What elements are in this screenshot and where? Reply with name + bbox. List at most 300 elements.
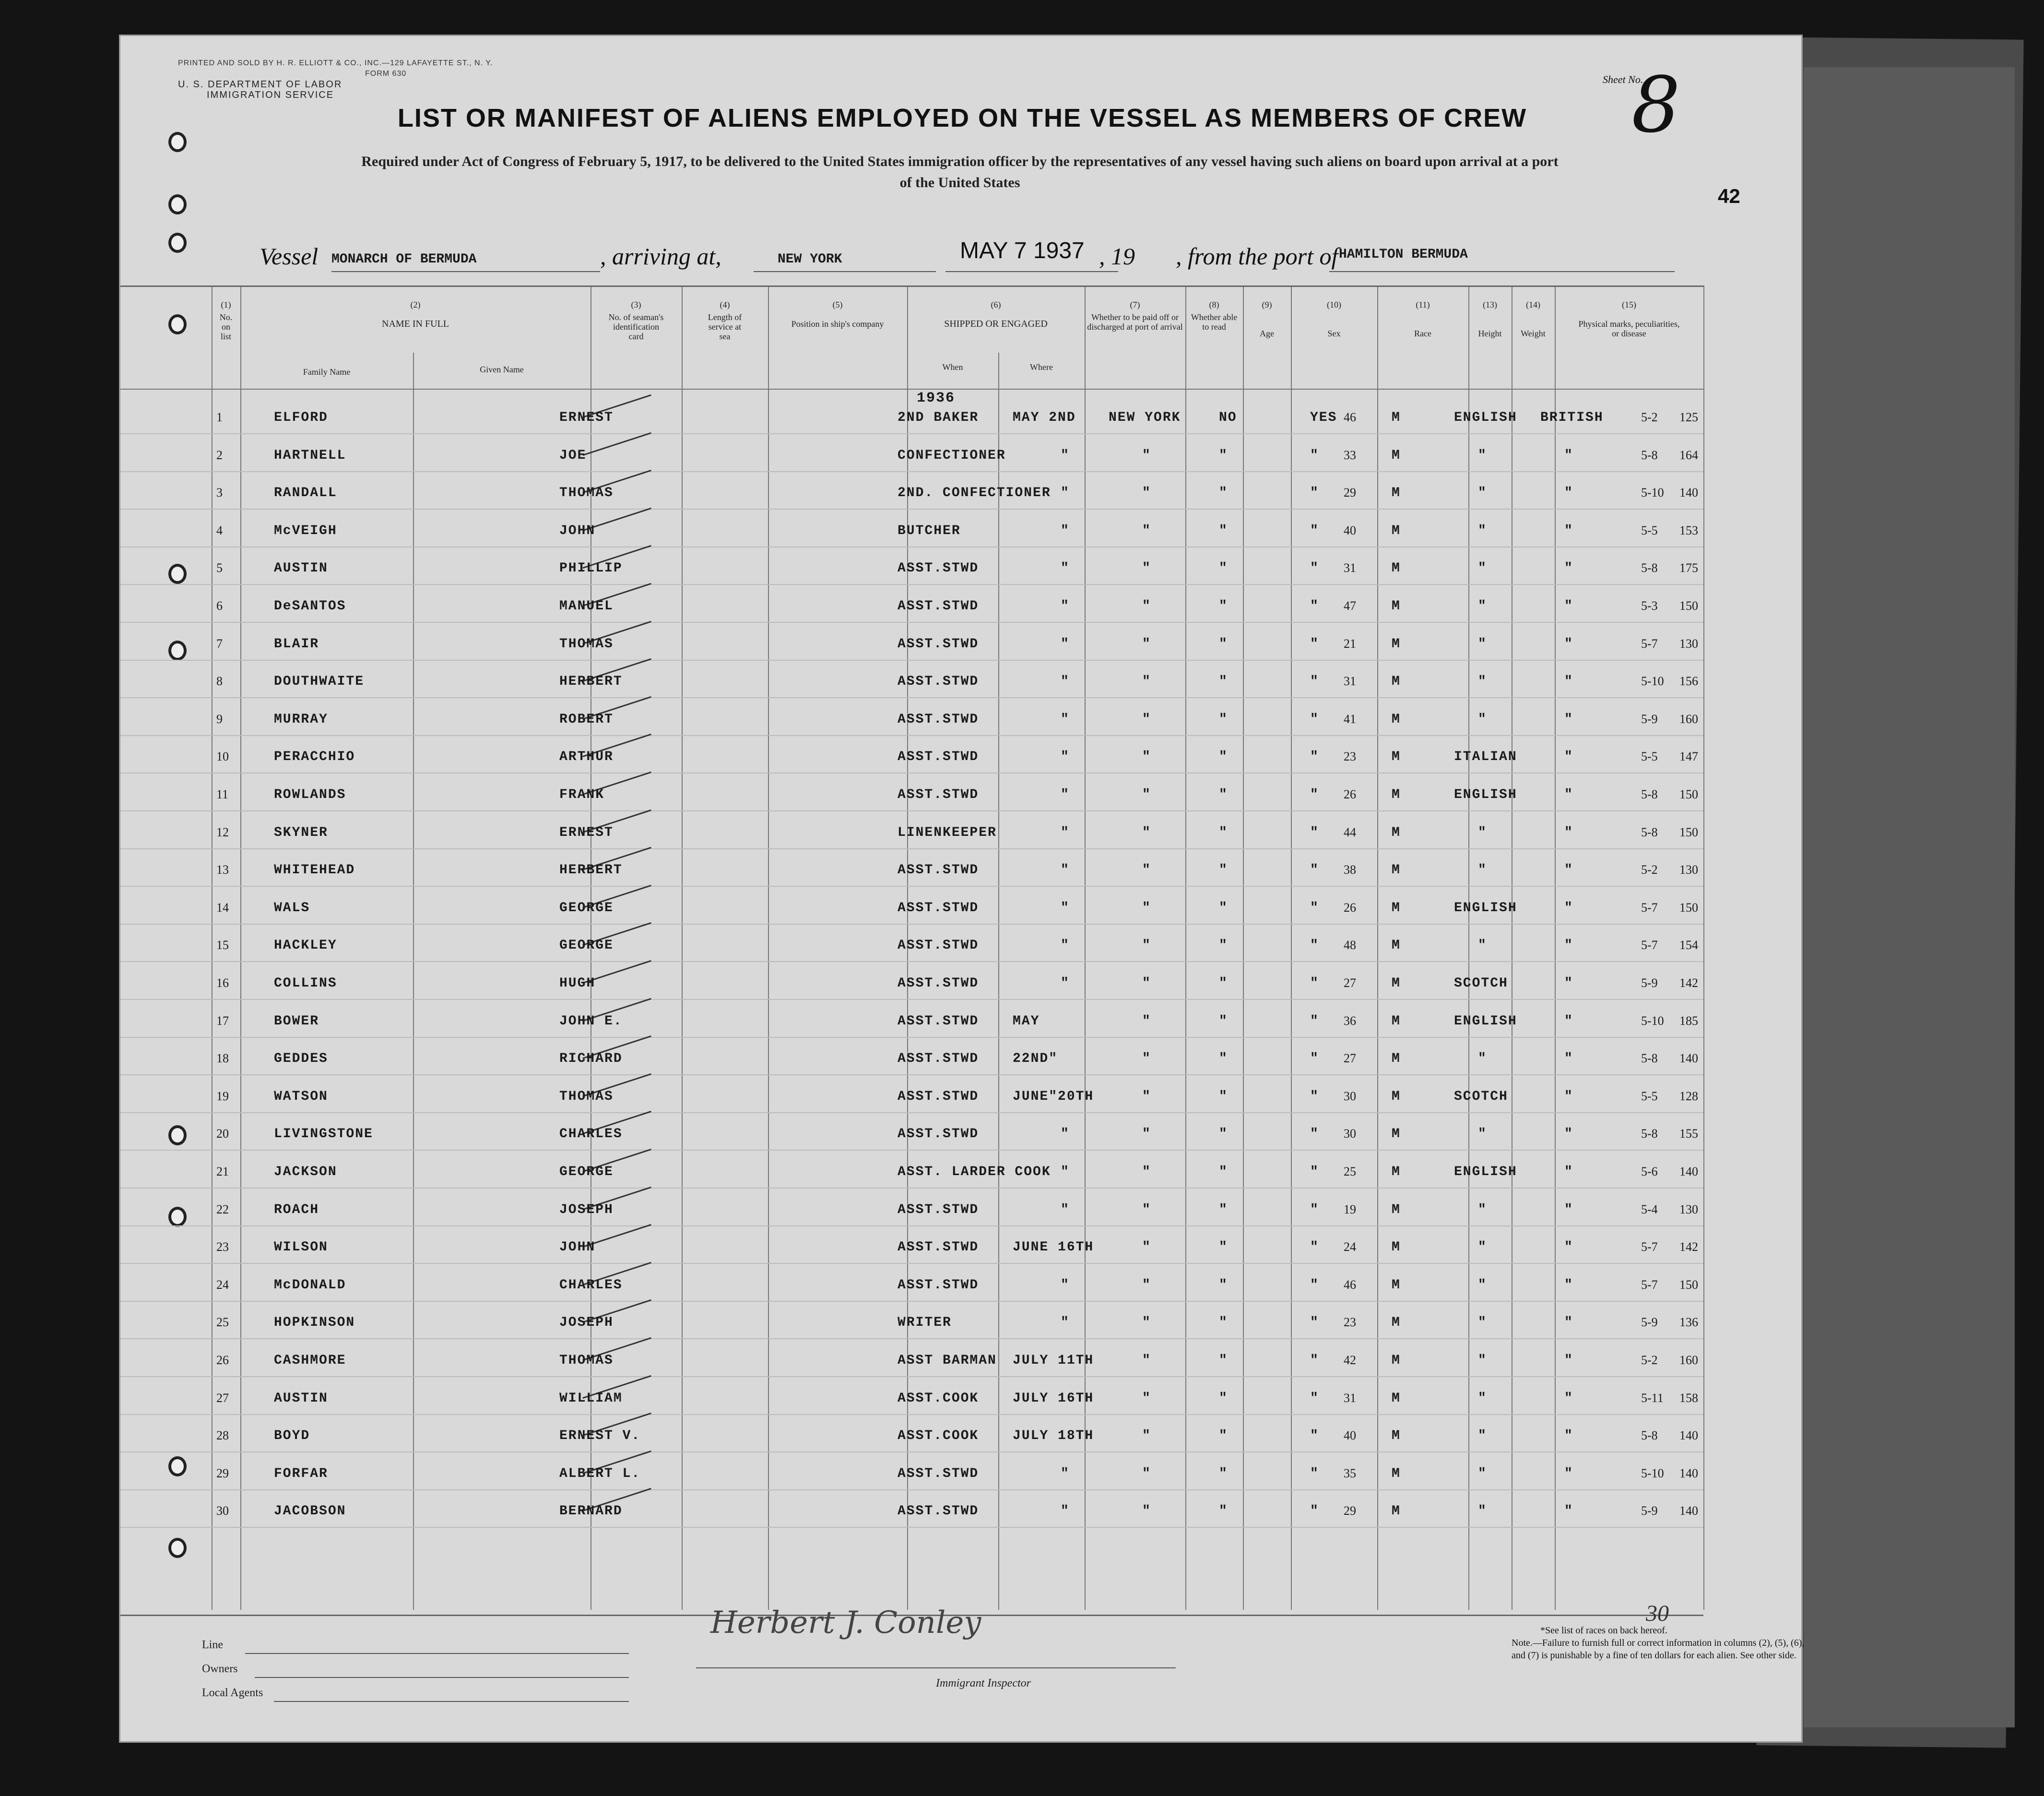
shipped-when: " (1061, 863, 1070, 878)
weight: 140 (1679, 1428, 1698, 1443)
nationality: " (1564, 863, 1573, 878)
row-number: 15 (216, 938, 229, 952)
age: 26 (1344, 900, 1356, 915)
weight: 160 (1679, 712, 1698, 726)
weight: 140 (1679, 486, 1698, 500)
paid-off: " (1219, 1051, 1228, 1067)
row-number: 17 (216, 1013, 229, 1028)
height: 5-3 (1641, 599, 1658, 613)
given-name: RICHARD (559, 1051, 623, 1067)
row-rule (120, 1225, 1703, 1226)
position: ASST.STWD (898, 749, 979, 765)
weight: 128 (1679, 1089, 1698, 1103)
row-number: 9 (216, 712, 223, 726)
weight: 140 (1679, 1504, 1698, 1518)
shipped-when: " (1061, 523, 1070, 538)
shipped-when: MAY 2ND (1013, 410, 1076, 425)
row-number: 11 (216, 787, 229, 801)
hdr-card: (3) No. of seaman's identification card (608, 300, 664, 341)
nationality: " (1564, 1428, 1573, 1444)
paid-off: " (1219, 486, 1228, 501)
weight: 160 (1679, 1353, 1698, 1367)
age: 19 (1344, 1202, 1356, 1216)
col-divider (1085, 285, 1086, 1610)
race: " (1478, 1277, 1487, 1293)
age: 29 (1344, 486, 1356, 500)
shipped-when: " (1061, 1466, 1070, 1481)
family-name: WHITEHEAD (274, 863, 355, 878)
col-divider (212, 285, 213, 1610)
rule (945, 271, 1118, 272)
paid-off: " (1219, 1013, 1228, 1029)
shipped-where: " (1142, 863, 1151, 878)
shipped-when: " (1061, 1504, 1070, 1519)
position: ASST.STWD (898, 900, 979, 916)
position: ASST.STWD (898, 1466, 979, 1481)
race: ENGLISH (1454, 1013, 1517, 1029)
row-number: 12 (216, 825, 229, 839)
race: " (1478, 1504, 1487, 1519)
age: 41 (1344, 712, 1356, 726)
able-to-read: " (1310, 1466, 1319, 1481)
able-to-read: YES (1310, 410, 1337, 425)
nationality: " (1564, 900, 1573, 916)
family-name: McDONALD (274, 1277, 346, 1293)
height: 5-9 (1641, 1315, 1658, 1330)
given-name: ROBERT (559, 712, 614, 727)
row-number: 29 (216, 1466, 229, 1480)
position: ASST.STWD (898, 1202, 979, 1217)
row-rule (120, 471, 1703, 472)
given-name: GEORGE (559, 938, 614, 953)
height: 5-10 (1641, 486, 1664, 500)
paid-off: " (1219, 1089, 1228, 1104)
row-rule (120, 810, 1703, 811)
family-name: RANDALL (274, 486, 337, 501)
col-divider (413, 353, 414, 1610)
family-name: BOWER (274, 1013, 319, 1029)
row-rule (120, 1451, 1703, 1452)
manifest-page (119, 35, 1803, 1743)
sheet-number: 8 (1631, 60, 1680, 150)
row-rule (120, 735, 1703, 736)
shipped-when: " (1061, 900, 1070, 916)
shipped-where: " (1142, 825, 1151, 840)
family-name: CASHMORE (274, 1353, 346, 1368)
shipped-where: " (1142, 1353, 1151, 1368)
weight: 150 (1679, 787, 1698, 801)
height: 5-10 (1641, 1466, 1664, 1480)
height: 5-5 (1641, 1089, 1658, 1103)
able-to-read: " (1310, 1240, 1319, 1255)
row-number: 8 (216, 674, 223, 689)
subtitle-line: Required under Act of Congress of February 5, 1917, to be delivered to the United States immigration officer by the representatives of any vessel having such aliens on board upon arrival at a port (361, 154, 1559, 169)
shipped-when: " (1061, 636, 1070, 652)
age: 46 (1344, 1277, 1356, 1292)
owners-label: Owners (202, 1663, 238, 1675)
row-number: 20 (216, 1127, 229, 1141)
row-rule (120, 1489, 1703, 1490)
row-number: 18 (216, 1051, 229, 1066)
nationality: " (1564, 1315, 1573, 1331)
hdr-where: Where (1030, 362, 1053, 372)
row-number: 2 (216, 448, 223, 462)
shipped-when: " (1061, 1165, 1070, 1179)
nationality: " (1564, 674, 1573, 690)
given-name: JOHN (559, 523, 596, 538)
shipped-where: " (1142, 1165, 1151, 1179)
shipped-when: " (1061, 486, 1070, 501)
year-label: , 19 (1099, 243, 1135, 270)
inspector-signature: Herbert J. Conley (710, 1605, 981, 1641)
sheet-label: Sheet No. (1603, 73, 1643, 85)
row-number: 5 (216, 561, 223, 575)
able-to-read: " (1310, 1165, 1319, 1179)
row-number: 22 (216, 1202, 229, 1216)
nationality: " (1564, 787, 1573, 802)
height: 5-4 (1641, 1202, 1658, 1216)
family-name: WILSON (274, 1240, 328, 1255)
sex: M (1392, 1428, 1401, 1444)
position: ASST.STWD (898, 938, 979, 953)
race: " (1478, 1051, 1487, 1067)
shipped-where: " (1142, 1202, 1151, 1217)
nationality: " (1564, 1504, 1573, 1519)
subtitle-line: of the United States (899, 175, 1020, 190)
sex: M (1392, 1353, 1401, 1368)
race: " (1478, 674, 1487, 690)
rule (1329, 271, 1675, 272)
row-rule (120, 697, 1703, 698)
position: CONFECTIONER (898, 448, 1006, 463)
row-number: 7 (216, 636, 223, 651)
family-name: PERACCHIO (274, 749, 355, 765)
height: 5-2 (1641, 410, 1658, 424)
position: LINENKEEPER (898, 825, 997, 840)
fine-note: Note.—Failure to furnish full or correct information in columns (2), (5), (6), and (7) is punishable by a fine of ten dollars for each alien. See other side. (1512, 1638, 1805, 1661)
weight: 175 (1679, 561, 1698, 575)
able-to-read: " (1310, 599, 1319, 614)
col-divider (240, 285, 241, 1610)
family-name: LIVINGSTONE (274, 1127, 373, 1142)
age: 24 (1344, 1240, 1356, 1254)
rule (274, 1701, 629, 1702)
position: ASST.STWD (898, 1504, 979, 1519)
given-name: ERNEST (559, 825, 614, 840)
row-rule (120, 886, 1703, 887)
rule (754, 271, 936, 272)
paid-off: " (1219, 863, 1228, 878)
row-rule (120, 660, 1703, 661)
row-number: 3 (216, 486, 223, 500)
height: 5-5 (1641, 523, 1658, 537)
service: IMMIGRATION SERVICE (207, 90, 334, 100)
agents-label: Local Agents (202, 1687, 263, 1699)
race: " (1478, 825, 1487, 840)
inspector-label: Immigrant Inspector (936, 1677, 1031, 1689)
sex: M (1392, 1315, 1401, 1331)
family-name: AUSTIN (274, 1391, 328, 1406)
given-name: JOHN (559, 1240, 596, 1255)
row-number: 25 (216, 1315, 229, 1330)
page-title: LIST OR MANIFEST OF ALIENS EMPLOYED ON THE VESSEL AS MEMBERS OF CREW (397, 104, 1527, 132)
given-name: BERNARD (559, 1504, 623, 1519)
weight: 142 (1679, 976, 1698, 990)
vessel-name: MONARCH OF BERMUDA (331, 252, 477, 267)
col-divider (1703, 285, 1704, 1610)
col-divider (1185, 285, 1186, 1610)
weight: 140 (1679, 1466, 1698, 1480)
hdr-position: (5) Position in ship's company (791, 300, 884, 329)
hdr-shipped: (6) SHIPPED OR ENGAGED (944, 300, 1048, 329)
family-name: FORFAR (274, 1466, 328, 1481)
race: " (1478, 636, 1487, 652)
sex: M (1392, 674, 1401, 690)
shipped-when: JUNE 16TH (1013, 1240, 1094, 1255)
from-port: HAMILTON BERMUDA (1339, 247, 1468, 262)
form-number: FORM 630 (365, 70, 407, 78)
paid-off: " (1219, 787, 1228, 802)
family-name: JACOBSON (274, 1504, 346, 1519)
race: " (1478, 561, 1487, 576)
rule (331, 271, 600, 272)
hdr-race: (11) Race (1414, 300, 1431, 338)
position: ASST.COOK (898, 1391, 979, 1406)
position: ASST.STWD (898, 1013, 979, 1029)
shipped-where: " (1142, 523, 1151, 538)
shipped-where: " (1142, 636, 1151, 652)
paid-off: " (1219, 1202, 1228, 1217)
race: " (1478, 599, 1487, 614)
shipped-when: " (1061, 938, 1070, 953)
row-number: 6 (216, 599, 223, 613)
able-to-read: " (1310, 976, 1319, 991)
paid-off: " (1219, 1165, 1228, 1179)
age: 27 (1344, 1051, 1356, 1066)
arriving-port: NEW YORK (778, 252, 842, 267)
given-name: ARTHUR (559, 749, 614, 765)
sex: M (1392, 1127, 1401, 1142)
row-number: 19 (216, 1089, 229, 1103)
from-port-label: , from the port of (1176, 243, 1338, 270)
weight: 147 (1679, 749, 1698, 764)
age: 35 (1344, 1466, 1356, 1480)
department: U. S. DEPARTMENT OF LABOR (178, 79, 343, 90)
sex: M (1392, 599, 1401, 614)
hdr-sex: (10) Sex (1327, 300, 1341, 338)
race: ENGLISH (1454, 1165, 1517, 1179)
back-sheet-shadow (1804, 67, 2015, 1727)
nationality: " (1564, 1202, 1573, 1217)
able-to-read: " (1310, 561, 1319, 576)
paid-off: " (1219, 674, 1228, 690)
family-name: BOYD (274, 1428, 310, 1444)
hdr-family: Family Name (303, 367, 351, 377)
shipped-where: NEW YORK (1109, 410, 1181, 425)
shipped-when: MAY (1013, 1013, 1040, 1029)
col-divider (998, 353, 999, 1610)
given-name: THOMAS (559, 636, 614, 652)
height: 5-11 (1641, 1391, 1664, 1405)
family-name: WATSON (274, 1089, 328, 1104)
row-rule (120, 848, 1703, 849)
weight: 130 (1679, 863, 1698, 877)
weight: 154 (1679, 938, 1698, 952)
race: " (1478, 1202, 1487, 1217)
position: ASST. LARDER COOK (898, 1165, 1051, 1179)
shipped-where: " (1142, 900, 1151, 916)
rule (245, 1653, 629, 1654)
paid-off: " (1219, 1466, 1228, 1481)
family-name: GEDDES (274, 1051, 328, 1067)
family-name: ROACH (274, 1202, 319, 1217)
shipped-when: " (1061, 787, 1070, 802)
shipped-when: " (1061, 561, 1070, 576)
paid-off: " (1219, 448, 1228, 463)
shipped-where: " (1142, 1127, 1151, 1142)
able-to-read: " (1310, 448, 1319, 463)
given-name: THOMAS (559, 1353, 614, 1368)
position: ASST.STWD (898, 787, 979, 802)
position: ASST.STWD (898, 1127, 979, 1142)
height: 5-7 (1641, 1240, 1658, 1254)
sex: M (1392, 1277, 1401, 1293)
shipped-where: " (1142, 938, 1151, 953)
height: 5-7 (1641, 938, 1658, 952)
paid-off: " (1219, 561, 1228, 576)
row-rule (120, 1112, 1703, 1113)
hdr-physical: (15) Physical marks, peculiarities, or disease (1578, 300, 1680, 338)
given-name: JOHN E. (559, 1013, 623, 1029)
able-to-read: " (1310, 1277, 1319, 1293)
hdr-paid: (7) Whether to be paid off or discharged at port of arrival (1087, 300, 1183, 332)
able-to-read: " (1310, 1202, 1319, 1217)
nationality: " (1564, 976, 1573, 991)
shipped-where: " (1142, 1051, 1151, 1067)
weight: 142 (1679, 1240, 1698, 1254)
header-bottom (120, 389, 1703, 390)
given-name: HERBERT (559, 863, 623, 878)
shipped-when: JULY 16TH (1013, 1391, 1094, 1406)
able-to-read: " (1310, 1504, 1319, 1519)
height: 5-10 (1641, 1013, 1664, 1028)
shipped-where: " (1142, 1466, 1151, 1481)
race: ENGLISH (1454, 900, 1517, 916)
height: 5-8 (1641, 825, 1658, 839)
given-name: ALBERT L. (559, 1466, 641, 1481)
weight: 153 (1679, 523, 1698, 537)
hdr-no: (1) No. on list (219, 300, 233, 341)
shipped-when: " (1061, 1202, 1070, 1217)
sex: M (1392, 749, 1401, 765)
weight: 140 (1679, 1051, 1698, 1066)
row-rule (120, 1376, 1703, 1377)
nationality: " (1564, 1165, 1573, 1179)
height: 5-8 (1641, 561, 1658, 575)
able-to-read: " (1310, 1013, 1319, 1029)
col-divider (1555, 285, 1556, 1610)
able-to-read: " (1310, 1391, 1319, 1406)
able-to-read: " (1310, 636, 1319, 652)
binder-hole (168, 194, 187, 214)
race: " (1478, 523, 1487, 538)
position: ASST.STWD (898, 1240, 979, 1255)
race: SCOTCH (1454, 1089, 1508, 1104)
nationality: " (1564, 749, 1573, 765)
able-to-read: " (1310, 938, 1319, 953)
family-name: DeSANTOS (274, 599, 346, 614)
hdr-when: When (942, 362, 963, 372)
given-name: HERBERT (559, 674, 623, 690)
age: 23 (1344, 1315, 1356, 1330)
page-subtitle (312, 151, 1607, 193)
position: ASST.COOK (898, 1428, 979, 1444)
family-name: McVEIGH (274, 523, 337, 538)
given-name: THOMAS (559, 486, 614, 501)
position: ASST.STWD (898, 976, 979, 991)
given-name: WILLIAM (559, 1391, 623, 1406)
table-top (120, 285, 1703, 287)
age: 40 (1344, 523, 1356, 537)
sex: M (1392, 561, 1401, 576)
nationality: " (1564, 1051, 1573, 1067)
paid-off: " (1219, 1428, 1228, 1444)
height: 5-7 (1641, 636, 1658, 651)
sex: M (1392, 1504, 1401, 1519)
height: 5-7 (1641, 1277, 1658, 1292)
when-year: 1936 (917, 390, 956, 406)
shipped-when: JULY 18TH (1013, 1428, 1094, 1444)
race: " (1478, 486, 1487, 501)
nationality: " (1564, 561, 1573, 576)
arriving-label: , arriving at, (600, 243, 721, 270)
row-number: 30 (216, 1504, 229, 1518)
crew-table (120, 285, 1804, 1610)
shipped-when: " (1061, 1277, 1070, 1293)
nationality: " (1564, 1277, 1573, 1293)
able-to-read: " (1310, 900, 1319, 916)
weight: 150 (1679, 1277, 1698, 1292)
printer-line: PRINTED AND SOLD BY H. R. ELLIOTT & CO., INC.—129 LAFAYETTE ST., N. Y. (178, 59, 493, 67)
races-note: *See list of races on back hereof. (1540, 1625, 1667, 1636)
nationality: " (1564, 1391, 1573, 1406)
shipped-where: " (1142, 1277, 1151, 1293)
weight: 150 (1679, 825, 1698, 839)
able-to-read: " (1310, 1428, 1319, 1444)
paid-off: " (1219, 1353, 1228, 1368)
age: 29 (1344, 1504, 1356, 1518)
able-to-read: " (1310, 863, 1319, 878)
row-rule (120, 509, 1703, 510)
page-number: 42 (1718, 185, 1740, 207)
row-rule (120, 961, 1703, 962)
weight: 158 (1679, 1391, 1698, 1405)
rule (255, 1677, 629, 1678)
given-name: CHARLES (559, 1277, 623, 1293)
shipped-where: " (1142, 1013, 1151, 1029)
able-to-read: " (1310, 712, 1319, 727)
weight: 136 (1679, 1315, 1698, 1330)
race: " (1478, 863, 1487, 878)
height: 5-6 (1641, 1165, 1658, 1178)
row-rule (120, 1263, 1703, 1264)
shipped-when: 22ND" (1013, 1051, 1058, 1067)
hdr-given: Given Name (480, 365, 524, 374)
nationality: " (1564, 1127, 1573, 1142)
given-name: MANUEL (559, 599, 614, 614)
age: 40 (1344, 1428, 1356, 1443)
arrival-date: MAY 7 1937 (960, 238, 1085, 263)
